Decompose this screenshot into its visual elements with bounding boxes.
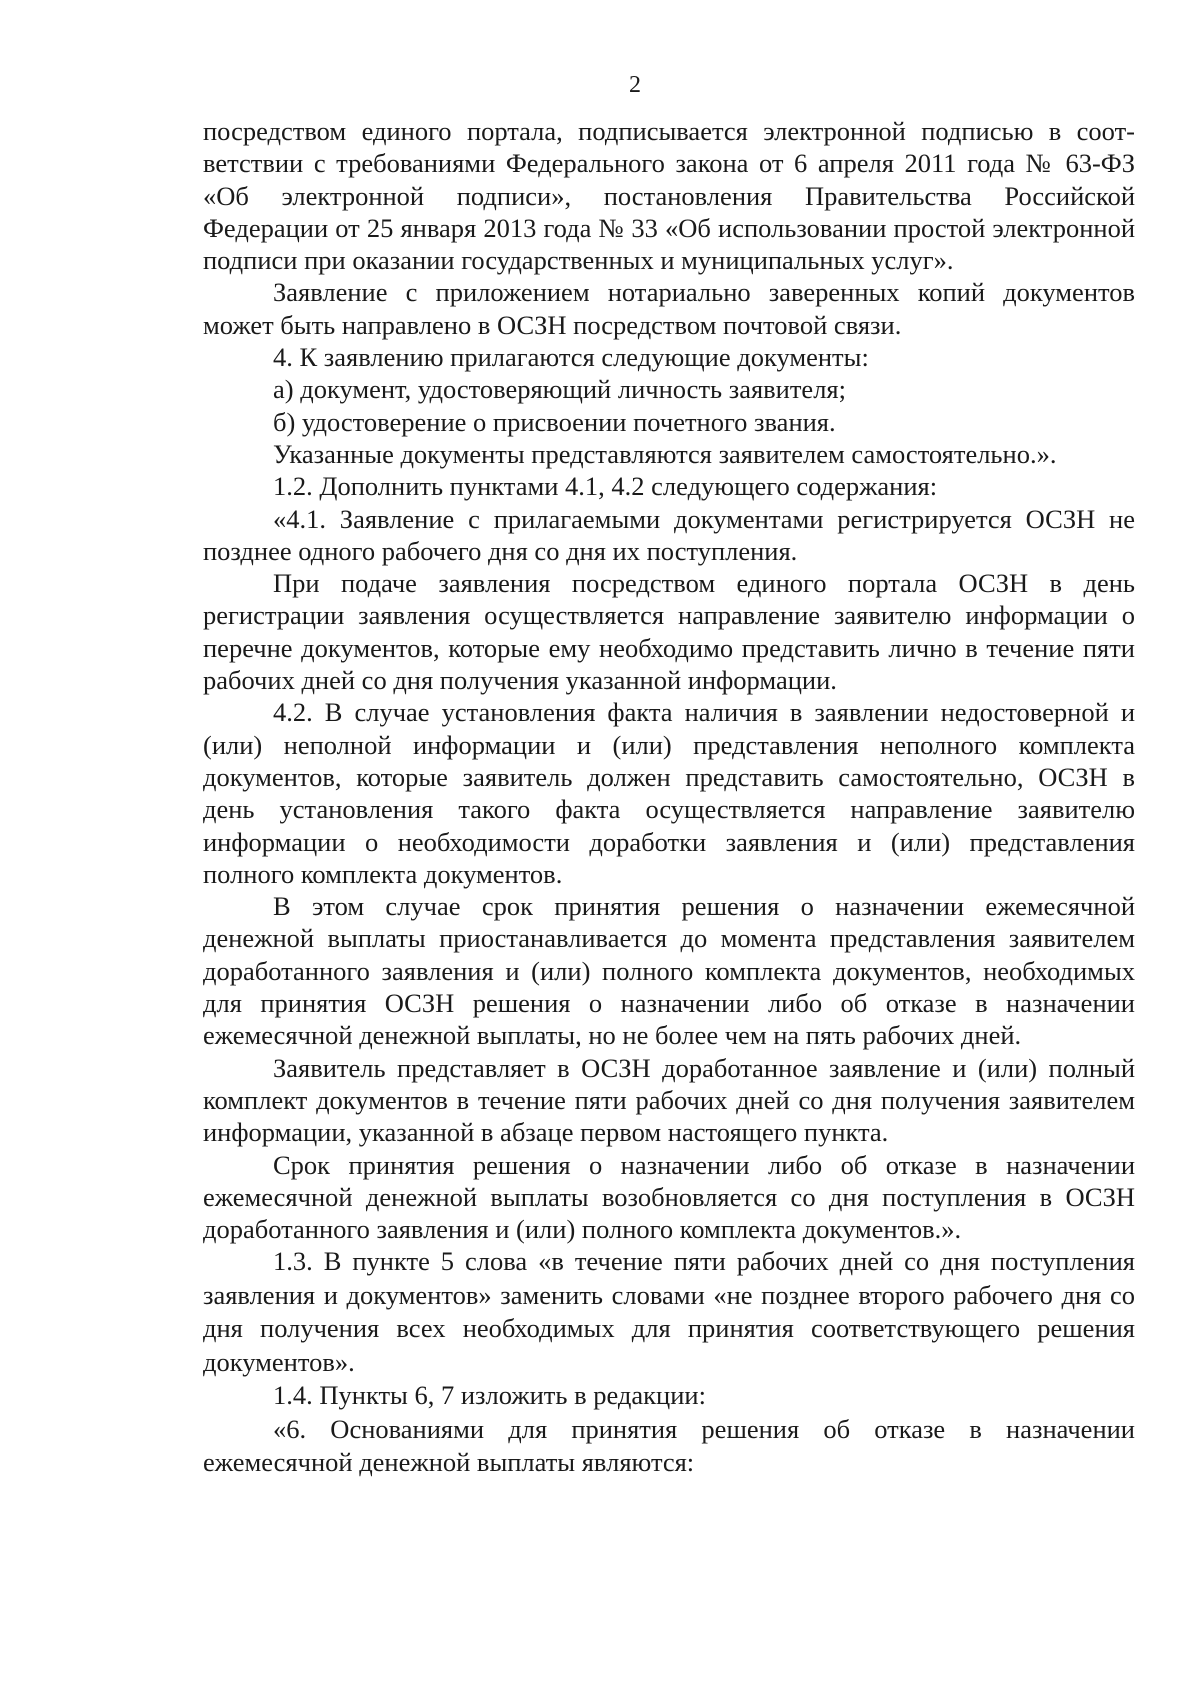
paragraph-resubmission: Заявитель представляет в ОСЗН доработанное заявление и (или) полный комплект документов в течение пяти рабочих дней со дня получения заявителем информации, указанной в абзаце первом настоящего пункта. bbox=[203, 1052, 1135, 1148]
paragraph-1-4: 1.4. Пункты 6, 7 изложить в редакции: bbox=[273, 1380, 706, 1411]
paragraph-item-6: «6. Основаниями для принятия решения об отказе в назначении ежемесячной денежной выплаты являются: bbox=[203, 1413, 1135, 1478]
paragraph-suspension: В этом случае срок принятия решения о назначении ежемесячной денежной выплаты приостанавливается до момента представления заявителем доработанного заявления и (или) полного комплекта документов, необходимых для принятия ОСЗН решения о назначении либо об отказе в назначении ежемесячной денежной выплаты, но не более чем на пять рабочих дней. bbox=[203, 891, 1135, 1051]
paragraph-1-3: 1.3. В пункте 5 слова «в течение пяти рабочих дней со дня поступления заявления и документов» заменить словами «не позднее второго рабочего дня со дня получения всех необходимых для принятия соответствующего решения документов». bbox=[203, 1246, 1135, 1377]
paragraph-1-2: 1.2. Дополнить пунктами 4.1, 4.2 следующего содержания: bbox=[273, 471, 938, 502]
paragraph-item-4a: а) документ, удостоверяющий личность заявителя; bbox=[273, 374, 846, 405]
paragraph-4-2: 4.2. В случае установления факта наличия в заявлении недостоверной и (или) неполной информации и (или) представления неполного комплекта документов, которые заявитель должен представить самостоятельно, ОСЗН в день установления такого факта осуществляется направление заявителю информации о необходимости доработки заявления и (или) представления полного комплекта документов. bbox=[203, 697, 1135, 889]
paragraph-resumption: Срок принятия решения о назначении либо об отказе в назначении ежемесячной денежной выплаты возобновляется со дня поступления в ОСЗН доработанного заявления и (или) полного комплекта документов.». bbox=[203, 1149, 1135, 1245]
paragraph-continuation: посредством единого портала, подписывается электронной подписью в соответствии с требованиями Федерального закона от 6 апреля 2011 года № 63-ФЗ «Об электронной подписи», постановления Правительства Российской Федерации от 25 января 2013 года № 33 «Об использовании простой электронной подписи при оказании государственных и муниципальных услуг». bbox=[203, 116, 1135, 276]
page-number: 2 bbox=[629, 72, 641, 98]
paragraph-item-4: 4. К заявлению прилагаются следующие документы: bbox=[273, 342, 869, 373]
paragraph-item-4b: б) удостоверение о присвоении почетного звания. bbox=[273, 406, 836, 437]
document-body bbox=[203, 115, 1135, 1480]
paragraph-portal-submission: При подаче заявления посредством единого портала ОСЗН в день регистрации заявления осуществляется направление заявителю информации о перечне документов, которые ему необходимо представить лично в течение пяти рабочих дней со дня получения указанной информации. bbox=[203, 568, 1135, 696]
paragraph-mail-submission: Заявление с приложением нотариально заверенных копий документов может быть направлено в ОСЗН посредством почтовой связи. bbox=[203, 277, 1135, 340]
paragraph-documents-self: Указанные документы представляются заявителем самостоятельно.». bbox=[273, 438, 1057, 469]
paragraph-4-1: «4.1. Заявление с прилагаемыми документами регистрируется ОСЗН не позднее одного рабочего дня со дня их поступления. bbox=[203, 503, 1135, 566]
